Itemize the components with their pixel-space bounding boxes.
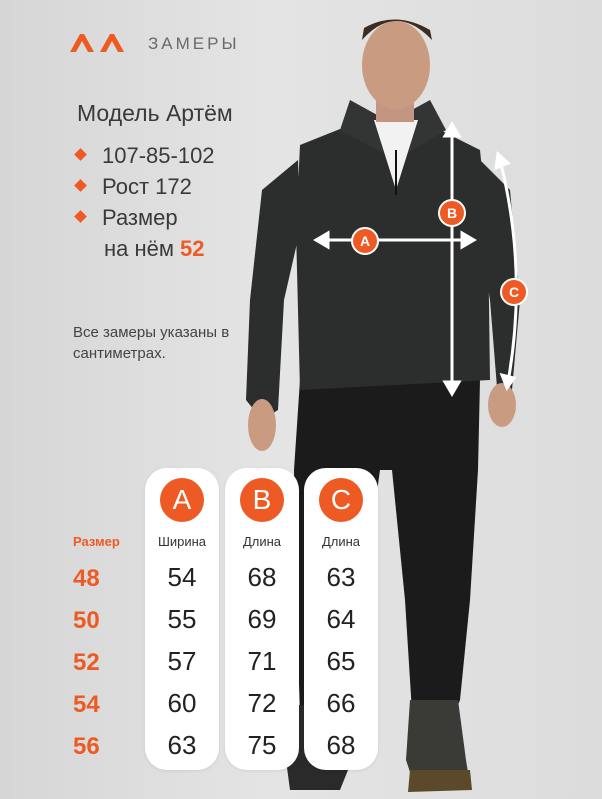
size-label: 52 xyxy=(73,649,100,676)
size-label: 56 xyxy=(73,733,100,760)
model-height: Рост 172 xyxy=(102,174,192,199)
model-height-row xyxy=(76,174,192,200)
table-cell: 63 xyxy=(167,730,197,760)
model-head xyxy=(362,21,430,109)
table-cell: 63 xyxy=(326,562,356,592)
table-cell: 64 xyxy=(326,604,356,634)
table-cell: 75 xyxy=(247,730,277,760)
size-label: 50 xyxy=(73,607,100,634)
column-header-a: Ширина xyxy=(157,534,207,549)
model-size-label: Размер xyxy=(102,205,178,230)
column-badge-a: A xyxy=(160,478,204,522)
table-cell: 54 xyxy=(167,562,197,592)
model-params: 107-85-102 xyxy=(102,143,215,168)
diamond-bullet-icon xyxy=(74,210,87,223)
table-cell: 60 xyxy=(167,688,197,718)
table-cell: 71 xyxy=(247,646,277,676)
marker-b: B xyxy=(438,199,466,227)
column-badge-c: C xyxy=(319,478,363,522)
model-size-on-him: на нём xyxy=(104,236,175,261)
column-header-b: Длина xyxy=(242,534,282,549)
marker-c: C xyxy=(500,278,528,306)
table-cell: 68 xyxy=(247,562,277,592)
table-cell: 66 xyxy=(326,688,356,718)
table-cell: 57 xyxy=(167,646,197,676)
model-size-line2 xyxy=(104,236,205,262)
model-size-row xyxy=(76,205,178,231)
table-cell: 68 xyxy=(326,730,356,760)
left-arm xyxy=(246,160,300,420)
page-title: ЗАМЕРЫ xyxy=(148,34,240,53)
column-card-a xyxy=(145,468,219,770)
brand-logo-icon xyxy=(70,34,126,52)
table-cell: 55 xyxy=(167,604,197,634)
column-card-c xyxy=(304,468,378,770)
size-column-header: Размер xyxy=(73,534,120,549)
marker-a: A xyxy=(351,227,379,255)
measurement-note: Все замеры указаны в сантиметрах. xyxy=(73,324,230,362)
diamond-bullet-icon xyxy=(74,179,87,192)
table-cell: 69 xyxy=(247,604,277,634)
left-hand xyxy=(248,399,276,451)
column-badge-b: B xyxy=(240,478,284,522)
diamond-bullet-icon xyxy=(74,148,87,161)
table-cell: 72 xyxy=(247,688,277,718)
right-hand xyxy=(488,383,516,427)
table-cell: 65 xyxy=(326,646,356,676)
model-size-value: 52 xyxy=(180,236,205,261)
size-label: 54 xyxy=(73,691,100,718)
size-label: 48 xyxy=(73,565,100,592)
model-params-row xyxy=(76,143,215,169)
column-card-b xyxy=(225,468,299,770)
column-header-c: Длина xyxy=(321,534,361,549)
model-name: Модель Артём xyxy=(77,100,233,126)
